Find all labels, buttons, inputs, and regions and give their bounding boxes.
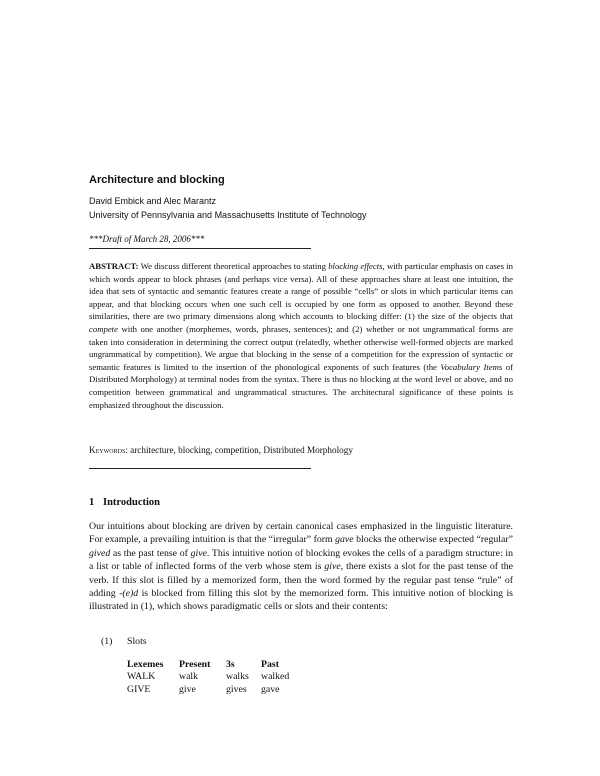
- paragraph-emphasis: give: [324, 561, 341, 573]
- paragraph-text: . This intuitive notion of blocking evokes the cells of a paradigm structure: in a list or table of inflected forms of the verb whose stem is: [89, 547, 513, 573]
- table-header-row: [127, 659, 306, 671]
- table-cell: gave: [261, 683, 280, 695]
- table-cell: GIVE: [127, 683, 151, 695]
- paragraph-emphasis: -(e)d: [119, 588, 139, 600]
- abstract-text: with one another (morphemes, words, phrases, sentences); and (2) whether or not ungrammatical forms are taken into consideration in determining the correct output (relatedly, whether otherwise well-formed objects are marked ungrammatical by competition). We argue that blocking in the sense of a competition for the expression of syntactic or semantic features is limited to the insertion of the phonological exponents of such features (the: [89, 323, 513, 372]
- column-header: Present: [179, 659, 211, 670]
- author-affiliation: University of Pennsylvania and Massachusetts Institute of Technology: [89, 210, 367, 220]
- paradigm-table: [127, 659, 306, 696]
- table-cell: walked: [261, 671, 290, 683]
- paragraph-text: Our intuitions about blocking are driven by certain canonical cases emphasized in the linguistic literature. For example, a prevailing intuition is that the “irregular” form: [89, 521, 513, 546]
- example-heading: [101, 636, 147, 647]
- table-row: [127, 671, 306, 683]
- intro-paragraph: [89, 520, 513, 614]
- example-number: (1): [101, 636, 113, 647]
- abstract: [89, 260, 513, 411]
- section-number: 1: [89, 497, 95, 508]
- abstract-emphasis: compete: [89, 323, 118, 334]
- table-cell: gives: [226, 683, 247, 695]
- table-row: [127, 684, 306, 696]
- column-header: Lexemes: [127, 659, 164, 670]
- keywords-label: Keywords: [89, 445, 126, 455]
- abstract-text: We discuss different theoretical approaches to stating: [138, 261, 329, 271]
- author-names: David Embick and Alec Marantz: [89, 196, 217, 206]
- paragraph-text: , there exists a slot for the past tense of the verb. If this slot is filled by a memorized form, then the word formed by the regular past tense “rule” of adding: [89, 561, 513, 600]
- keywords-line: [89, 445, 353, 455]
- abstract-emphasis: Vocabulary Items: [440, 361, 503, 372]
- abstract-text: , with particular emphasis on cases in which words appear to block phrases (and perhaps vice versa). All of these approaches share at least one intuition, the idea that sets of syntactic and semantic features create a range of possible “cells” or slots in which particular items can appear, and that blocking occurs when one such cell is occupied by one form as opposed to another. Beyond these similarities, there are two primary dimensions along which accounts to blocking differ: (1) the size of the objects that: [89, 261, 513, 322]
- draft-date: ***Draft of March 28, 2006***: [89, 234, 205, 244]
- paragraph-text: as the past tense of: [110, 547, 191, 559]
- header-divider: [89, 248, 311, 249]
- column-header: 3s: [226, 659, 235, 670]
- table-cell: walk: [179, 671, 199, 683]
- paragraph-text: blocks the otherwise expected “regular”: [353, 534, 513, 546]
- abstract-label: ABSTRACT:: [89, 261, 139, 271]
- keywords-text: : architecture, blocking, competition, Distributed Morphology: [125, 445, 353, 455]
- paragraph-text: is blocked from filling this slot by the memorized form. This intuitive notion of blocking is illustrated in (1), which shows paradigmatic cells or slots and their contents:: [89, 588, 513, 613]
- section-heading: [89, 497, 160, 508]
- column-header: Past: [261, 659, 279, 670]
- abstract-emphasis: blocking effects: [328, 261, 383, 271]
- table-cell: WALK: [127, 671, 156, 683]
- paragraph-emphasis: gived: [89, 547, 111, 559]
- table-cell: give: [179, 683, 196, 695]
- paper-title: Architecture and blocking: [89, 174, 225, 186]
- abstract-divider: [89, 468, 311, 469]
- paragraph-emphasis: gave: [335, 534, 354, 546]
- paragraph-emphasis: give: [190, 547, 207, 559]
- author-block: [89, 194, 366, 222]
- section-title: Introduction: [103, 497, 160, 508]
- table-cell: walks: [226, 671, 249, 683]
- abstract-text: of Distributed Morphology) at terminal nodes from the syntax. There is thus no blocking at the word level or above, and no competition between grammatical and ungrammatical structures. The architectural significance of these points is emphasized throughout the discussion.: [89, 361, 513, 410]
- example-caption: Slots: [127, 636, 147, 647]
